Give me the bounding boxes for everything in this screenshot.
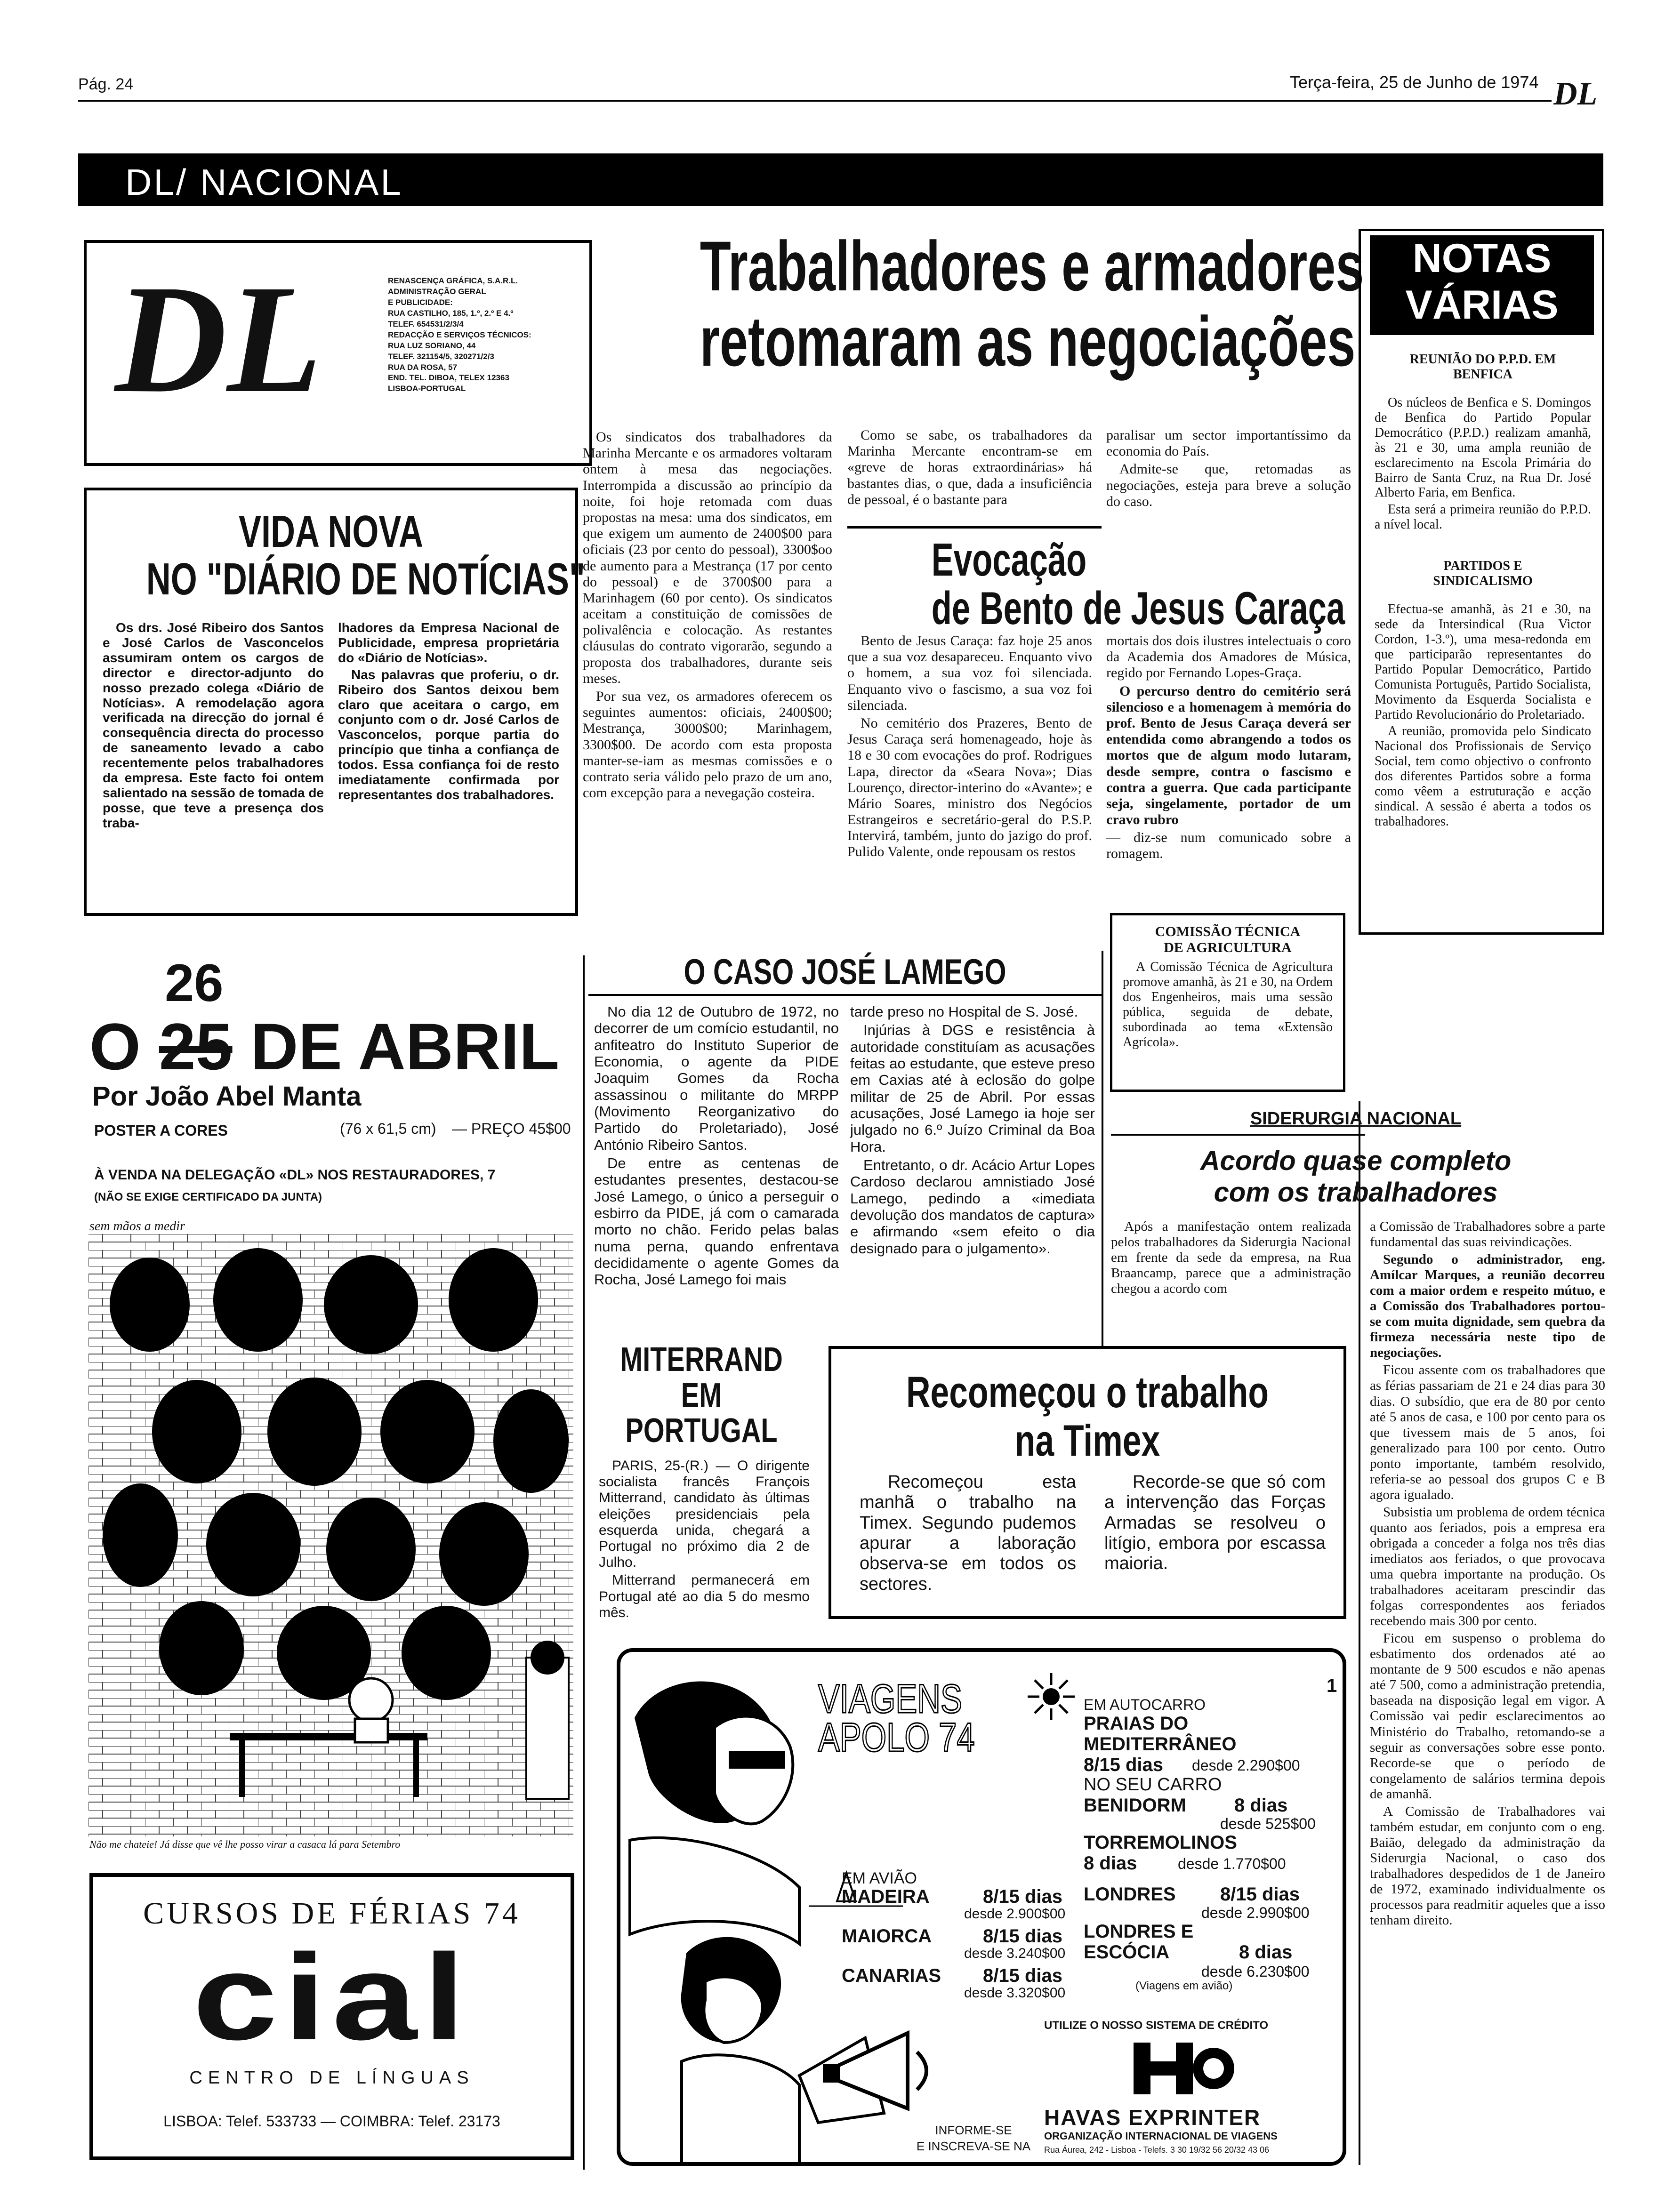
escocia-note: (Viagens em avião) xyxy=(1135,1980,1233,1993)
benidorm-row xyxy=(1084,1795,1338,1816)
lead-col-3 xyxy=(1106,427,1351,526)
poster-title-struck: 25 xyxy=(159,1010,233,1083)
poster-type: POSTER A CORES xyxy=(94,1122,228,1139)
comissao-box xyxy=(1110,913,1345,1092)
poster-image-label: sem mãos a medir xyxy=(89,1219,185,1234)
timex-headline xyxy=(831,1368,1343,1465)
siderurgia-paragraph: Segundo o administrador, eng. Amílcar Marques, a reunião decorreu com a maior ordem e respeito mútuo, e a Comissão dos Trabalhadores portou-se com muita dignidade, sem quebra da firmeza necessária neste tipo de negociações. xyxy=(1370,1252,1605,1361)
torremolinos-name: TORREMOLINOS xyxy=(1084,1832,1237,1853)
bus-destinations xyxy=(1084,1713,1338,1993)
lead-headline xyxy=(593,226,1364,381)
masthead-line: RENASCENÇA GRÁFICA, S.A.R.L. xyxy=(388,276,518,285)
ad-informe-2: E INSCREVA-SE NA xyxy=(916,2139,1031,2153)
masthead-logo: DL xyxy=(115,253,322,425)
poster-author: Por João Abel Manta xyxy=(92,1081,362,1112)
praias-days: 8/15 dias xyxy=(1084,1755,1164,1775)
header-logo: DL xyxy=(1553,76,1598,112)
comissao-title: DE AGRICULTURA xyxy=(1164,940,1292,955)
caso-col-2 xyxy=(850,1003,1095,1328)
evocacao-paragraph: — diz-se num comunicado sobre a romagem. xyxy=(1106,830,1351,862)
mitterrand-headline xyxy=(593,1342,810,1449)
mitterrand-line3: PORTUGAL xyxy=(625,1412,778,1450)
siderurgia-paragraph: Após a manifestação ontem realizada pelos trabalhadores da Siderurgia Nacional em frente da sede da empresa, na Rua Braancamp, parece que a administração chegou a acordo com xyxy=(1111,1219,1351,1297)
air-days: 8/15 dias xyxy=(983,1926,1063,1947)
siderurgia-paragraph: Ficou assente com os trabalhadores que as férias passariam de 21 e 24 dias para 30 dias. O subsídio, que era de 80 por cento até 5 anos de casa, e 100 por cento para os que tivessem mais de 5 anos, foi generalizado para 100 por cento. Outro ponto importante, também resolvido, referia-se ao pessoal dos grupos C e B agora igualado. xyxy=(1370,1362,1605,1502)
evocacao-line1: Evocação xyxy=(931,534,1087,585)
page-number: Pág. 24 xyxy=(78,75,134,93)
lead-headline-line2: retomaram as negociações xyxy=(700,302,1356,381)
vida-nova-line1: VIDA NOVA xyxy=(238,506,424,557)
praias-label: PRAIAS DO MEDITERRÂNEO xyxy=(1084,1713,1237,1755)
timex-paragraph: Recorde-se que só com a intervenção das Forças Armadas se resolveu o litígio, embora por escassa maioria. xyxy=(1104,1472,1326,1574)
em-autocarro-label: EM AUTOCARRO xyxy=(1084,1696,1206,1713)
notas-paragraph: A reunião, promovida pelo Sindicato Nacional dos Profissionais de Serviço Social, tem como objectivo o confronto dos diferentes Partidos sobre a forma como vêem a estruturação e acção sindical. A sessão é aberta a todos os trabalhadores. xyxy=(1375,724,1591,829)
siderurgia-headline-1: Acordo quase completo xyxy=(1200,1146,1512,1176)
poster-illustration xyxy=(88,1234,573,1836)
notas-title-2: VÁRIAS xyxy=(1405,282,1559,328)
evocacao-col-2 xyxy=(1106,633,1351,934)
poster-price: — PREÇO 45$00 xyxy=(452,1120,571,1137)
havas-address: Rua Áurea, 242 - Lisboa - Telefs. 3 30 19/32 56 20/32 43 06 xyxy=(1044,2145,1270,2155)
poster-size: (76 x 61,5 cm) xyxy=(340,1120,436,1137)
siderurgia-rule xyxy=(1111,1134,1365,1136)
notas-paragraph: Efectua-se amanhã, às 21 e 30, na sede da Intersindical (Rua Victor Cordon, 1-3.º), uma mesa-redonda em que participarão representantes do Partido Popular Democrático, Partido Comunista Português, Partido Socialista, Movimento da Esquerda Socialista e Partido Revolucionário do Proletariado. xyxy=(1375,602,1591,722)
viagens-title-2: APOLO 74 xyxy=(818,1715,975,1760)
caso-paragraph: Entretanto, o dr. Acácio Artur Lopes Cardoso declarou amnistiado José Lamego, pedindo a «imediata devolução dos mandatos de captura» e afirmando «sem efeito o dia designado para o julgamento». xyxy=(850,1156,1095,1257)
air-dest: MAIORCA xyxy=(842,1926,932,1947)
column-rule xyxy=(1359,1101,1360,2165)
havas-logo-graphic xyxy=(1124,2038,1237,2099)
air-price: desde 3.240$00 xyxy=(964,1946,1066,1961)
mitterrand-paragraph: PARIS, 25-(R.) — O dirigente socialista francês François Mitterrand, candidato às últimas eleições presidenciais pela esquerda unida, chegará a Portugal no próximo dia 2 de Julho. xyxy=(599,1458,810,1571)
poster-title xyxy=(89,1010,560,1083)
siderurgia-paragraph: Ficou em suspenso o problema do esbatimento dos ordenados até ao montante de 9 500 escudos e não apenas até 7 500, como a administração pretendia, baseada na disposição legal em vigor. A Comissão vai pedir esclarecimentos ao Ministério do Trabalho, retomando-se a seguir as conversações sobre esse ponto. Recorde-se que o período de congelamento de salários termina depois de amanhã. xyxy=(1370,1631,1605,1802)
caso-paragraph: tarde preso no Hospital de S. José. xyxy=(850,1003,1078,1020)
vida-nova-line2: NO "DIÁRIO DE NOTÍCIAS" xyxy=(146,553,586,604)
masthead-line: ADMINISTRAÇÃO GERAL xyxy=(388,287,486,296)
lead-col-1 xyxy=(583,429,832,942)
poster-caption: Não me chateie! Já disse que vê lhe posso virar a casaca lá para Setembro xyxy=(89,1838,401,1850)
section-banner-title: DL/ NACIONAL xyxy=(125,161,403,203)
ad-informe-1: INFORME-SE xyxy=(935,2123,1012,2137)
notas-body xyxy=(1375,352,1591,1082)
timex-box xyxy=(828,1346,1346,1619)
masthead-line: RUA CASTILHO, 185, 1.º, 2.º E 4.º xyxy=(388,308,514,318)
cial-contacts: LISBOA: Telef. 533733 — COIMBRA: Telef. 23173 xyxy=(163,2113,500,2130)
cial-ad[interactable] xyxy=(89,1873,574,2160)
masthead-line: TELEF. 654531/2/3/4 xyxy=(388,319,464,329)
mitterrand-paragraph: Mitterrand permanecerá em Portugal até ao dia 5 do mesmo mês. xyxy=(599,1572,810,1620)
siderurgia-paragraph: Subsistia um problema de ordem técnica quanto aos feriados, pois a empresa era obrigada a conceder a folga nos três dias imediatos aos feriados, o que provocava uma quebra importante na produção. Os trabalhadores aceitaram prescindir das folgas correspondentes aos feriados recebendo mais 300 por cento. xyxy=(1370,1504,1605,1629)
loudspeaker-icon-graphic xyxy=(823,2024,945,2118)
torremolinos-row xyxy=(1084,1853,1338,1874)
praias-row xyxy=(1084,1755,1338,1775)
notas-paragraph: Os núcleos de Benfica e S. Domingos de Benfica do Partido Popular Democrático (P.P.D.) realizam amanhã, às 21 e 30, uma ampla reunião de esclarecimento na Escola Primária do Bairro de Santa Cruz, na Rua Dr. José Alberto Faria, em Benfica. xyxy=(1375,395,1591,500)
mitterrand-line2: EM xyxy=(681,1376,722,1414)
caso-paragraph: No dia 12 de Outubro de 1972, no decorrer de um comício estudantil, no anfiteatro do Instituto Superior de Economia, o agente da PIDE Joaquim Gomes da Rocha assassinou o militante do MRPP (Movimento Reorganizativo do Partido do Proletariado), José António Ribeiro Santos. xyxy=(594,1003,839,1153)
lead-rule xyxy=(847,526,1102,529)
caso-headline xyxy=(588,952,1102,993)
vida-nova-col-2 xyxy=(338,620,559,912)
mitterrand-body xyxy=(599,1458,810,1637)
cial-sub: CENTRO DE LÍNGUAS xyxy=(189,2068,475,2088)
poster-illustration-image xyxy=(88,1234,573,1836)
lead-paragraph: Como se sabe, os trabalhadores da Marinha Mercante encontram-se em «greve de horas extraordinárias» há bastantes dias, o que, dada a insuficiência de pessoal, é o bastante para xyxy=(847,427,1092,507)
ad-informe xyxy=(903,2123,1044,2155)
evocacao-line2: de Bento de Jesus Caraça xyxy=(931,582,1345,634)
side-number: 1 xyxy=(1327,1675,1337,1696)
caso-rule xyxy=(588,994,1102,996)
notas-subhead: REUNIÃO DO P.P.D. EM BENFICA xyxy=(1409,352,1556,382)
escocia-row xyxy=(1084,1921,1338,1964)
siderurgia-paragraph: A Comissão de Trabalhadores vai também estudar, em conjunto com o eng. Baião, delegado da administração da Siderurgia Nacional, o caso dos trabalhadores despedidos de 1 de Janeiro de 1972, examinado individualmente os processos para readmitir aqueles que a isso tenham direito. xyxy=(1370,1803,1605,1928)
masthead-line: E PUBLICIDADE: xyxy=(388,297,453,307)
evocacao-col-1 xyxy=(847,633,1092,944)
vida-nova-paragraph: Nas palavras que proferiu, o dr. Ribeiro dos Santos deixou bem claro que aceitara o cargo, em conjunto com o dr. José Carlos de Vasconcelos, porque partia do princípio que tinha a confiança de todos. Essa confiança foi de resto imediatamente confirmada por representantes dos trabalhadores. xyxy=(338,667,559,802)
cial-top: CURSOS DE FÉRIAS 74 xyxy=(143,1896,521,1931)
masthead-info xyxy=(388,276,586,394)
notas-subhead: PARTIDOS E SINDICALISMO xyxy=(1433,559,1533,589)
masthead-line: RUA LUZ SORIANO, 44 xyxy=(388,341,476,350)
siderurgia-paragraph: a Comissão de Trabalhadores sobre a parte fundamental das suas reivindicações. xyxy=(1370,1219,1605,1250)
evocacao-paragraph: Bento de Jesus Caraça: faz hoje 25 anos que a sua voz desapareceu. Enquanto vivo o homem, a sua voz foi silenciada. Enquanto vivo o fascismo, a sua voz foi silenciada. xyxy=(847,633,1092,713)
praias-price: desde 2.290$00 xyxy=(1192,1757,1300,1774)
air-destinations xyxy=(842,1887,1105,2006)
vida-nova-col-1 xyxy=(103,620,324,912)
siderurgia-col-2 xyxy=(1370,1219,1605,2165)
air-dest: MADEIRA xyxy=(842,1886,930,1907)
timex-paragraph: Recomeçou esta manhã o trabalho na Timex. Segundo pudemos apurar a laboração observa-se em todos os sectores. xyxy=(860,1472,1076,1594)
havas-logo-icon xyxy=(1124,2038,1237,2099)
poster-title-rest: DE ABRIL xyxy=(232,1010,560,1083)
issue-date: Terça-feira, 25 de Junho de 1974 xyxy=(1290,72,1539,92)
notas-header xyxy=(1370,235,1594,335)
vida-nova-headline xyxy=(85,506,586,604)
section-banner xyxy=(78,153,1603,206)
lead-paragraph: Por sua vez, os armadores oferecem os seguintes aumentos: oficiais, 2400$00; Mestrança, 3000$00; Marinhagem, 3300$00. De acordo com esta proposta manter-se-iam as mesmas comissões e o contrato seria válido pelo prazo de um ano, com excepção para a nevegação costeira. xyxy=(583,689,832,801)
londres-price: desde 2.990$00 xyxy=(1201,1904,1310,1921)
siderurgia-headline xyxy=(1102,1146,1610,1208)
air-price: desde 2.900$00 xyxy=(964,1906,1066,1922)
evocacao-paragraph: No cemitério dos Prazeres, Bento de Jesus Caraça será homenageado, hoje às 18 e 30 com evocações do prof. Rodrigues Lapa, director da «Seara Nova»; Dias Lourenço, director-interino do «Avante»; e Mário Soares, ministro dos Negócios Estrangeiros e secretário-geral do P.S.P. Intervirá, também, junto do jazigo do prof. Pulido Valente, onde repousam os restos xyxy=(847,715,1092,860)
siderurgia-headline-2: com os trabalhadores xyxy=(1214,1177,1498,1208)
lead-col-2 xyxy=(847,427,1092,526)
evocacao-paragraph: O percurso dentro do cemitério será silencioso e a homenagem à memória do prof. Bento de Jesus Caraça deverá ser entendida como abrangendo a todos os mortos que de algum modo lutaram, desde sempre, contra o fascismo e contra a guerra. Que cada participante seja, singelamente, portador de um cravo rubro xyxy=(1106,683,1351,828)
masthead-line: END. TEL. DIBOA, TELEX 12363 xyxy=(388,373,509,383)
notas-paragraph: Esta será a primeira reunião do P.P.D. a nível local. xyxy=(1375,502,1591,532)
poster-number: 26 xyxy=(165,954,224,1012)
torremolinos-days: 8 dias xyxy=(1084,1852,1137,1874)
sun-icon-graphic xyxy=(1025,1671,1077,1723)
cial-brand: cial xyxy=(192,1929,472,2066)
lead-paragraph: Admite-se que, retomadas as negociações, esteja para breve a solução do caso. xyxy=(1106,461,1351,509)
header-rule xyxy=(78,100,1552,102)
mitterrand-line1: MITERRAND xyxy=(620,1341,783,1378)
torremolinos-price: desde 1.770$00 xyxy=(1178,1855,1286,1872)
masthead-line: LISBOA-PORTUGAL xyxy=(388,384,466,393)
masthead-line: RUA DA ROSA, 57 xyxy=(388,362,458,372)
air-row xyxy=(842,1887,1105,1927)
masthead-line: TELEF. 321154/5, 320271/2/3 xyxy=(388,352,494,361)
havas-name: HAVAS EXPRINTER xyxy=(1044,2105,1261,2130)
air-row xyxy=(842,1927,1105,1966)
caso-col-1 xyxy=(594,1003,839,1328)
londres-name: LONDRES xyxy=(1084,1883,1176,1905)
air-days: 8/15 dias xyxy=(983,1965,1063,1986)
poster-note: (NÃO SE EXIGE CERTIFICADO DA JUNTA) xyxy=(94,1191,322,1203)
loudspeaker-icon xyxy=(823,2024,945,2118)
siderurgia-kicker: SIDERURGIA NACIONAL xyxy=(1250,1109,1462,1129)
comissao-text: A Comissão Técnica de Agricultura promove amanhã, às 21 e 30, na Ordem dos Engenheiros, mais uma sessão pública, seguida de debate, subordinada ao tema «Extensão Agrícola». xyxy=(1123,960,1333,1050)
masthead-box xyxy=(84,240,592,466)
masthead-line: REDACÇÃO E SERVIÇOS TÉCNICOS: xyxy=(388,330,531,339)
timex-headline-2: na Timex xyxy=(1014,1416,1160,1466)
air-price: desde 3.320$00 xyxy=(964,1985,1066,2001)
caso-headline-text: O CASO JOSÉ LAMEGO xyxy=(684,952,1006,992)
escocia-days: 8 dias xyxy=(1239,1942,1293,1963)
lead-paragraph: paralisar um sector importantíssimo da economia do País. xyxy=(1106,427,1351,459)
londres-days: 8/15 dias xyxy=(1220,1883,1300,1905)
benidorm-price: desde 525$00 xyxy=(1220,1815,1316,1832)
vida-nova-paragraph: Os drs. José Ribeiro dos Santos e José Carlos de Vasconcelos assumiram ontem os cargos de director e director-adjunto do nosso prezado colega «Diário de Notícias». A remodelação agora verificada na direcção do jornal é consequência directa do processo de saneamento levado a cabo recentemente pelos trabalhadores da empresa. Este facto foi ontem salientado na sessão de tomada de posse, que teve a presença dos traba- xyxy=(103,620,324,830)
timex-col-1 xyxy=(860,1472,1076,1613)
benidorm-name: BENIDORM xyxy=(1084,1795,1186,1816)
em-aviao-label: EM AVIÃO xyxy=(842,1869,917,1887)
evocacao-paragraph: mortais dos dois ilustres intelectuais o coro da Academia dos Amadores de Música, regido por Fernando Lopes-Graça. xyxy=(1106,633,1351,681)
escocia-price: desde 6.230$00 xyxy=(1201,1963,1310,1980)
caso-paragraph: Injúrias à DGS e resistência à autoridade constituíam as acusações feitas ao estudante, que esteve preso em Caxias até à eclosão do golpe militar de 25 de Abril. Por essas acusações, José Lamego ia hoje ser julgado no 6.º Juízo Criminal da Boa Hora. xyxy=(850,1022,1095,1155)
air-days: 8/15 dias xyxy=(983,1886,1063,1907)
londres-row xyxy=(1084,1884,1338,1905)
timex-headline-1: Recomeçou o trabalho xyxy=(906,1367,1269,1417)
benidorm-days: 8 dias xyxy=(1234,1795,1288,1816)
sun-icon xyxy=(1025,1671,1077,1723)
timex-col-2 xyxy=(1104,1472,1326,1613)
viagens-title-1: VIAGENS xyxy=(818,1676,962,1722)
comissao-title: COMISSÃO TÉCNICA xyxy=(1155,924,1301,939)
poster-sale: À VENDA NA DELEGAÇÃO «DL» NOS RESTAURADORES, 7 xyxy=(94,1167,496,1183)
viagens-ad[interactable] xyxy=(617,1648,1346,2166)
lead-headline-line1: Trabalhadores e armadores xyxy=(700,226,1364,305)
lead-paragraph: Os sindicatos dos trabalhadores da Marinha Mercante e os armadores voltaram ontem à mesa das negociações. Interrompida a discussão ao princípio da noite, foi hoje retomada com duas propostas na mesa: uma dos sindicatos, em que exigem um aumento de 2400$00 para oficiais (23 por cento do pessoal), 3300$oo de aumento para a Mestrança (17 por cento do pessoal) e de 3700$00 para a Marinhagem (60 por cento). Os sindicatos aceitam a constituição de comissões de polivalência e colocação. As restantes cláusulas do contrato vigorarão, segundo a proposta dos trabalhadores, durante seis meses. xyxy=(583,429,832,686)
caso-paragraph: De entre as centenas de estudantes presentes, destacou-se José Lamego, o único a perseguir o esbirro da PIDE, já com o camarada morto no chão. Ferido pelas balas numa perna, quando enfrentava decididamente o agente Gomes da Rocha, José Lamego foi mais xyxy=(594,1154,839,1288)
air-row xyxy=(842,1966,1105,2006)
air-dest: CANARIAS xyxy=(842,1965,941,1986)
credit-line: UTILIZE O NOSSO SISTEMA DE CRÉDITO xyxy=(1044,2019,1269,2032)
havas-sub: ORGANIZAÇÃO INTERNACIONAL DE VIAGENS xyxy=(1044,2130,1278,2142)
no-seu-carro-label: NO SEU CARRO xyxy=(1084,1775,1222,1795)
vida-nova-paragraph: lhadores da Empresa Nacional de Publicidade, empresa proprietária do «Diário de Notícias». xyxy=(338,620,559,665)
evocacao-headline xyxy=(864,536,1344,633)
escocia-name: LONDRES E ESCÓCIA xyxy=(1084,1921,1194,1963)
siderurgia-col-1 xyxy=(1111,1219,1351,1327)
notas-title-1: NOTAS xyxy=(1412,236,1552,281)
poster-title-o: O xyxy=(89,1010,159,1083)
